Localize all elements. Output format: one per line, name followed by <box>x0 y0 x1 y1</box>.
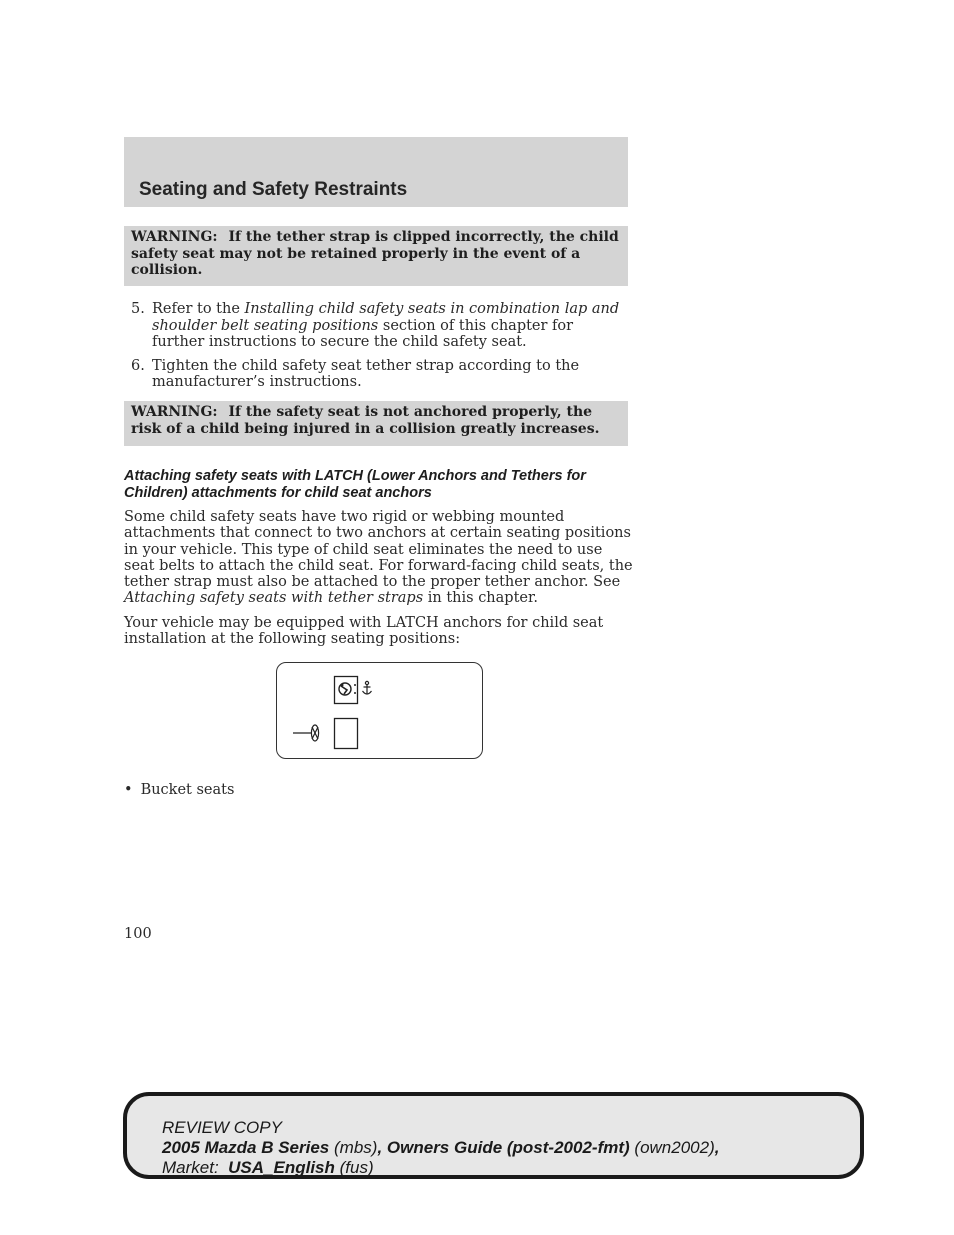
warning-text: If the safety seat is not anchored properly, the risk of a child being injured in a collision greatly increases. <box>131 404 600 437</box>
footer-market-label: Market: <box>162 1158 219 1177</box>
page-number: 100 <box>124 926 152 942</box>
section-title: Seating and Safety Restraints <box>139 179 408 200</box>
section-reference: Attaching safety seats with tether straps <box>124 590 424 607</box>
step-number: 5. <box>131 301 145 317</box>
warning-box-anchoring <box>124 401 628 446</box>
step-text: Tighten the child safety seat tether strap according to the manufacturer’s instructions. <box>152 357 580 390</box>
warning-label: WARNING: <box>131 404 218 420</box>
bullet-dot: • <box>124 782 133 798</box>
child-seat-icon <box>339 683 356 695</box>
footer-model-code: (mbs) <box>334 1138 378 1157</box>
latch-heading: Attaching safety seats with LATCH (Lower Anchors and Tethers for Children) attachments for child seat anchors <box>124 468 586 501</box>
anchor-icon <box>363 681 372 694</box>
instruction-list <box>124 301 628 398</box>
review-copy-label: REVIEW COPY <box>162 1118 282 1137</box>
latch-paragraph <box>124 509 634 607</box>
paragraph-text-pre: Some child safety seats have two rigid or webbing mounted attachments that connect to two anchors at certain seating positions in your vehicle. This type of child seat eliminates the need to use seat belts to attach the child seat. For forward-facing child seats, the tether strap must also be attached to the proper tether anchor. See <box>124 509 633 591</box>
warning-text: If the tether strap is clipped incorrectly, the child safety seat may not be retained properly in the event of a collision. <box>131 229 619 278</box>
list-item <box>124 301 628 351</box>
steering-wheel-icon <box>293 725 319 741</box>
paragraph-text-post: in this chapter. <box>423 590 538 607</box>
bullet-text: Bucket seats <box>140 782 235 798</box>
footer-guide-code: (own2002) <box>634 1138 715 1157</box>
warning-label: WARNING: <box>131 229 218 245</box>
step-number: 6. <box>131 357 145 374</box>
step-text-post: section of this chapter for further instructions to secure the child safety seat. <box>152 317 574 350</box>
seating-position-diagram <box>276 662 483 759</box>
list-item <box>124 782 234 799</box>
footer-document-line: 2005 Mazda B Series (mbs), Owners Guide (post-2002-fmt) (own2002), <box>162 1138 720 1157</box>
seat-layout-illustration <box>277 663 484 760</box>
seat-outline <box>335 719 358 749</box>
footer-market-code: (fus) <box>339 1158 374 1177</box>
footer-model: 2005 Mazda B Series <box>162 1138 330 1157</box>
footer-market: USA_English <box>228 1158 335 1177</box>
list-item <box>124 358 628 391</box>
section-header-band <box>124 137 628 207</box>
step-text-pre: Refer to the <box>152 301 245 317</box>
footer-market-line <box>162 1158 860 1178</box>
warning-box-tether <box>124 226 628 286</box>
review-copy-footer <box>123 1092 864 1179</box>
step-section-reference: Installing child safety seats in combination lap and shoulder belt seating positions <box>152 301 620 334</box>
latch-positions-paragraph: Your vehicle may be equipped with LATCH anchors for child seat installation at the following seating positions: <box>124 615 604 648</box>
footer-guide: Owners Guide (post-2002-fmt) <box>386 1138 630 1157</box>
